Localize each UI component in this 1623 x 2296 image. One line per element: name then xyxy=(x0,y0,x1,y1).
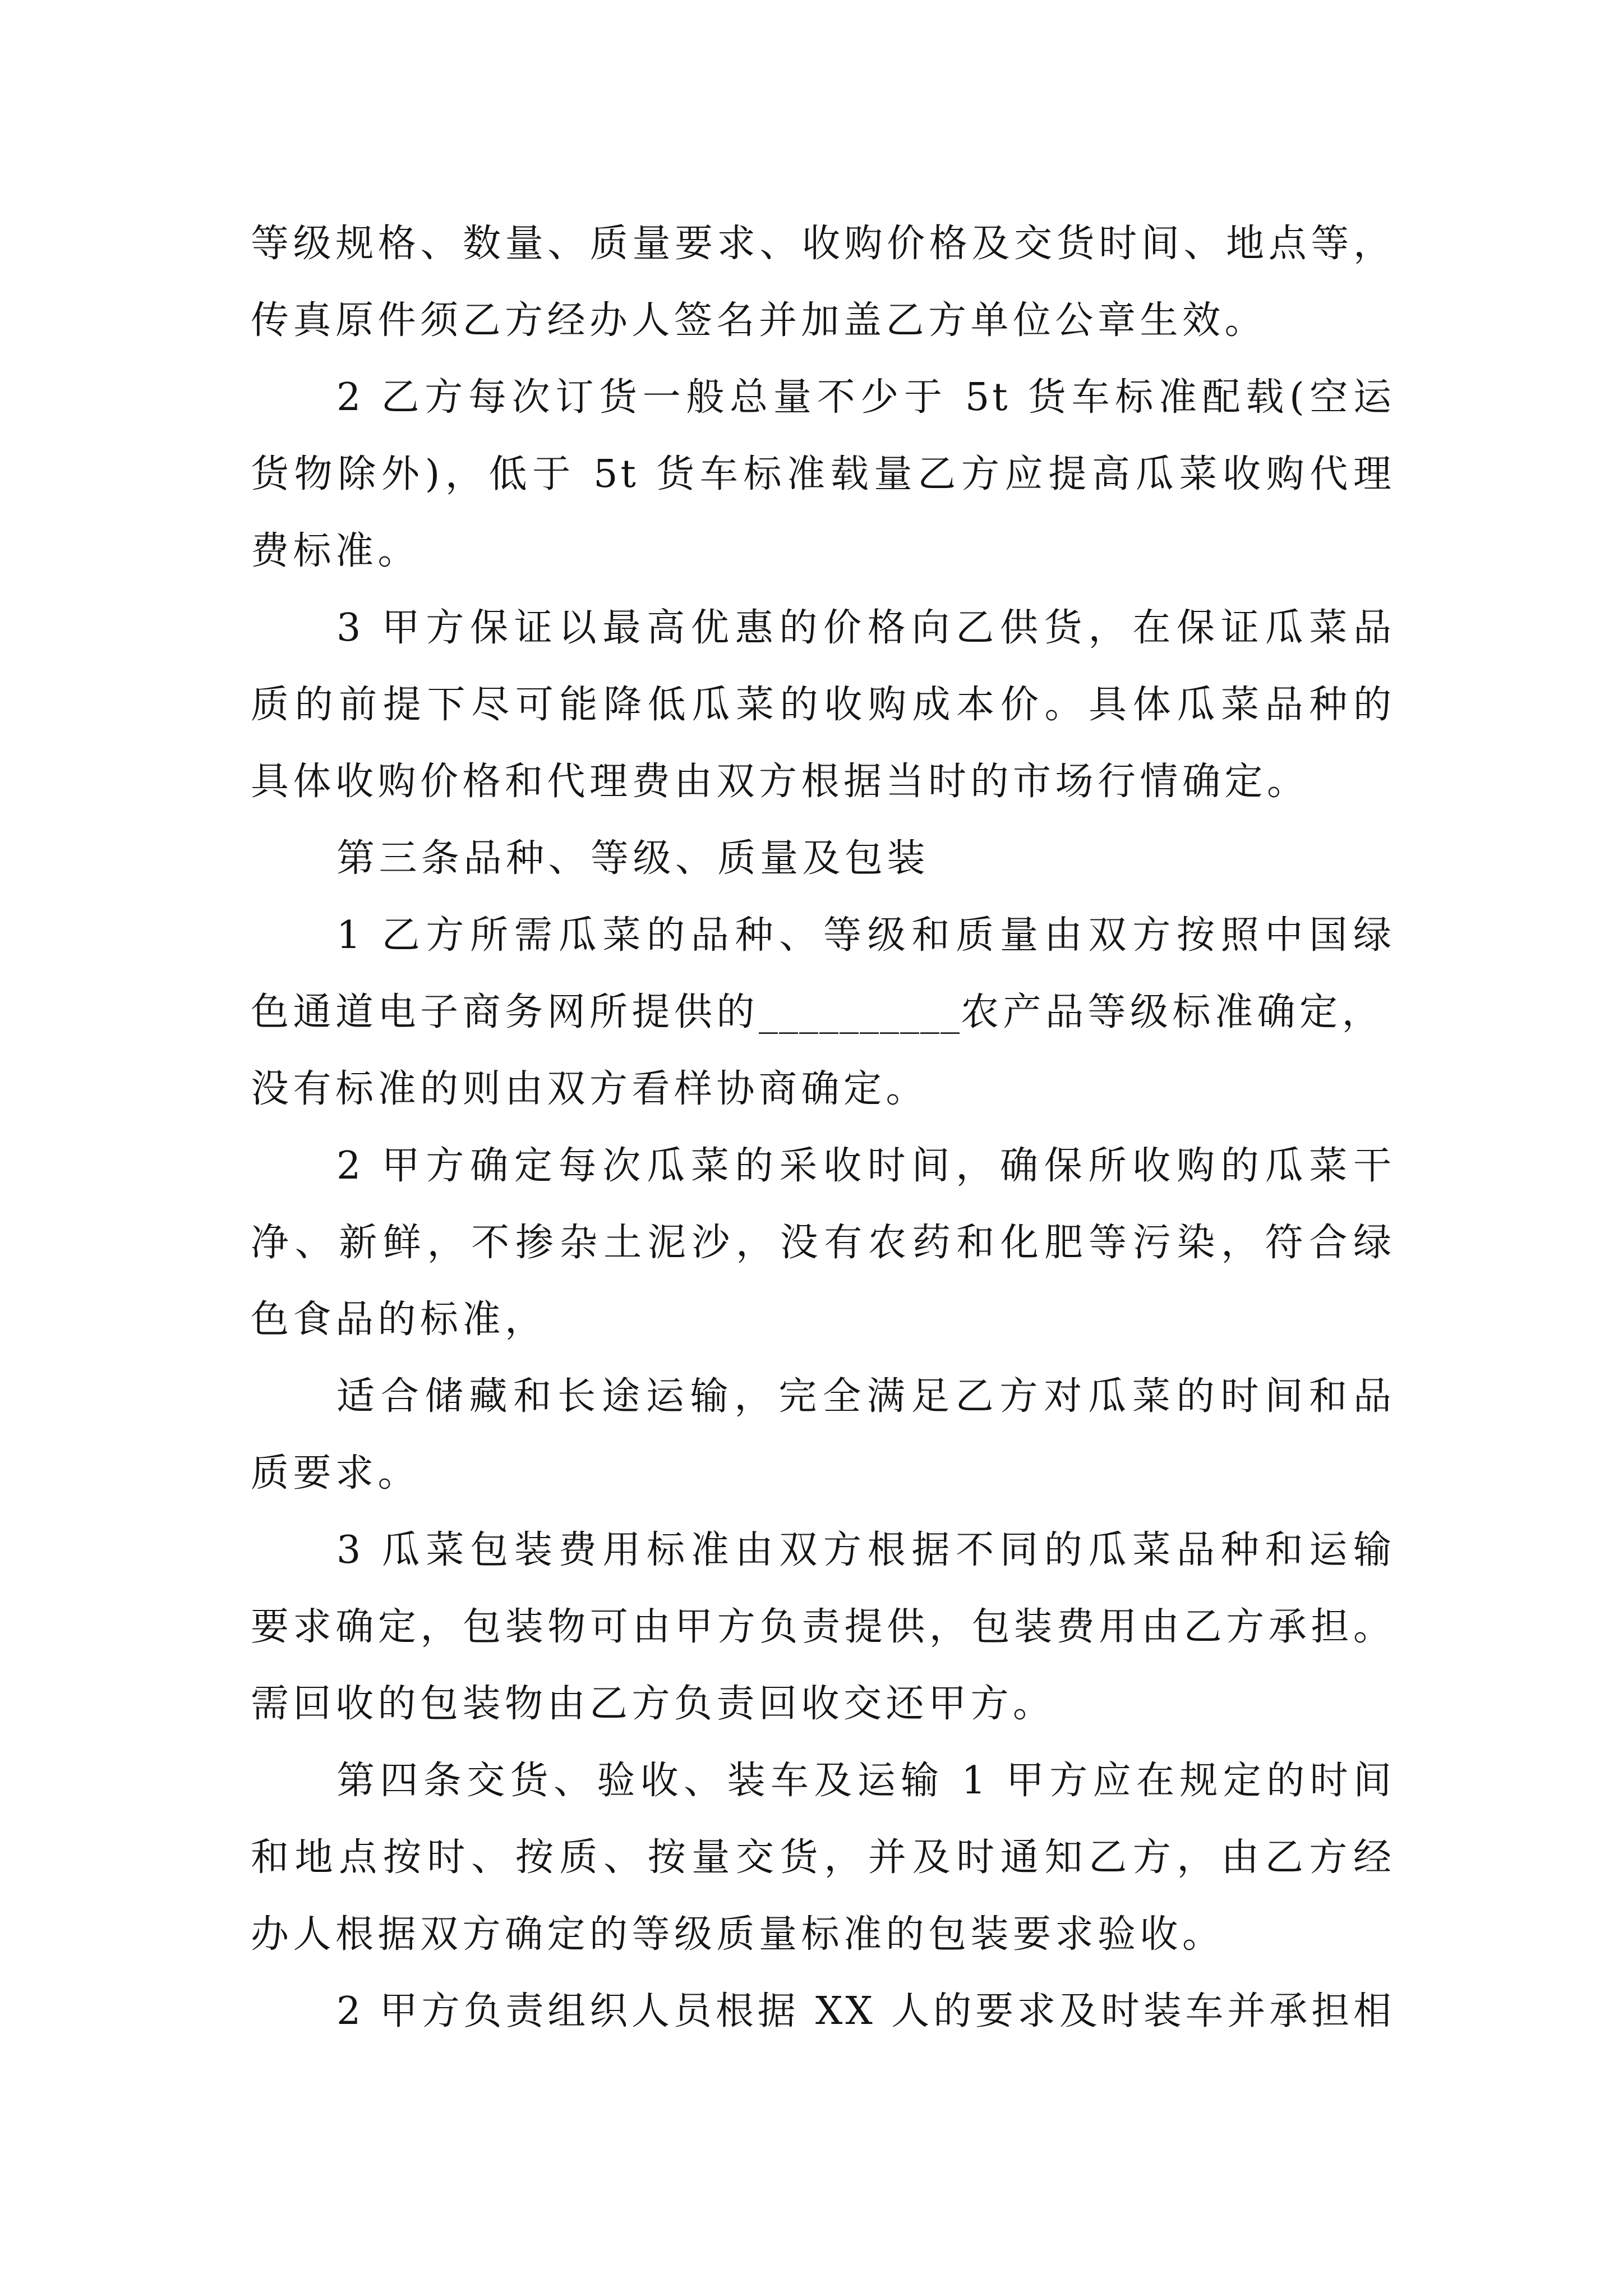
section-heading xyxy=(251,820,1394,897)
text-line: 要求确定，包装物可由甲方负责提供，包装费用由乙方承担。 xyxy=(251,1605,1394,1649)
paragraph xyxy=(251,1973,1394,2050)
paragraph xyxy=(251,1512,1394,1742)
text-line: 需回收的包装物由乙方负责回收交还甲方。 xyxy=(251,1682,1055,1726)
paragraph xyxy=(251,1742,1394,1973)
text-line: 办人根据双方确定的等级质量标准的包装要求验收。 xyxy=(251,1912,1225,1957)
text-line: 具体收购价格和代理费由双方根据当时的市场行情确定。 xyxy=(251,760,1310,804)
paragraph xyxy=(251,359,1394,590)
text-line: 3 瓜菜包装费用标准由双方根据不同的瓜菜品种和运输 xyxy=(336,1528,1394,1572)
text-segment: 农产品等级标准确定， xyxy=(961,990,1385,1034)
paragraph xyxy=(251,1358,1394,1512)
text-line: 2 甲方确定每次瓜菜的采收时间，确保所收购的瓜菜干 xyxy=(336,1144,1394,1188)
text-line: 等级规格、数量、质量要求、收购价格及交货时间、地点等， xyxy=(251,222,1394,266)
text-line: 费标准。 xyxy=(251,529,421,573)
text-line: 2 甲方负责组织人员根据 XX 人的要求及时装车并承担相 xyxy=(336,1989,1394,2033)
paragraph xyxy=(251,205,1394,359)
text-line: 色食品的标准， xyxy=(251,1297,547,1342)
document-body xyxy=(251,205,1394,2050)
paragraph xyxy=(251,1128,1394,1358)
paragraph xyxy=(251,590,1394,820)
text-line: 传真原件须乙方经办人签名并加盖乙方单位公章生效。 xyxy=(251,298,1267,343)
text-line: 2 乙方每次订货一般总量不少于 5t 货车标准配载(空运 xyxy=(336,375,1394,420)
section-heading-text: 第三条品种、等级、质量及包装 xyxy=(336,836,930,881)
text-line: 质要求。 xyxy=(251,1451,421,1496)
text-line xyxy=(251,974,1394,1051)
text-line: 适合储藏和长途运输，完全满足乙方对瓜菜的时间和品 xyxy=(336,1374,1394,1419)
text-line: 和地点按时、按质、按量交货，并及时通知乙方，由乙方经 xyxy=(251,1835,1394,1880)
text-line: 1 乙方所需瓜菜的品种、等级和质量由双方按照中国绿 xyxy=(336,913,1394,958)
text-line: 3 甲方保证以最高优惠的价格向乙供货，在保证瓜菜品 xyxy=(336,606,1394,650)
text-line: 第四条交货、验收、装车及运输 1 甲方应在规定的时间 xyxy=(336,1759,1394,1803)
paragraph xyxy=(251,897,1394,1128)
text-line: 质的前提下尽可能降低瓜菜的收购成本价。具体瓜菜品种的 xyxy=(251,683,1394,727)
text-line: 货物除外)，低于 5t 货车标准载量乙方应提高瓜菜收购代理 xyxy=(251,452,1394,496)
text-line: 没有标准的则由双方看样协商确定。 xyxy=(251,1067,929,1111)
fill-in-blank: __________ xyxy=(759,990,961,1034)
text-segment: 色通道电子商务网所提供的 xyxy=(251,990,759,1034)
text-line: 净、新鲜，不掺杂土泥沙，没有农药和化肥等污染，符合绿 xyxy=(251,1221,1394,1265)
